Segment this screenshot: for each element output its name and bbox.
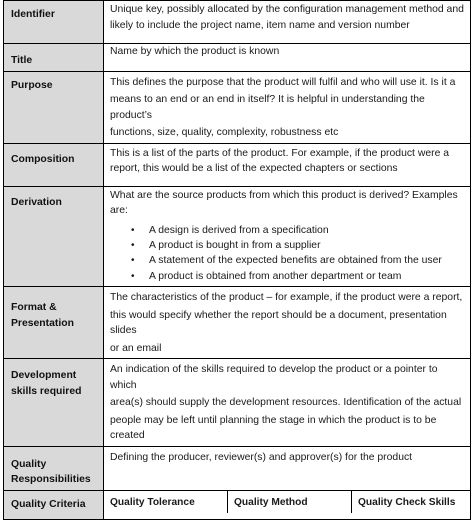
label-quality-responsibilities	[4, 446, 104, 490]
text-line: The characteristics of the product – for example, if the product were a report,	[110, 292, 463, 304]
text-line: This is a list of the parts of the product. For example, if the product were a	[110, 147, 450, 159]
row-development-skills	[4, 359, 471, 447]
list-item-text: A product is obtained from another department or team	[149, 270, 402, 282]
list-item	[131, 223, 466, 238]
column-quality-tolerance: Quality Tolerance	[104, 491, 228, 513]
product-description-document	[3, 0, 471, 520]
list-item-text: A statement of the expected benefits are obtained from the user	[149, 255, 442, 267]
value-format-presentation	[104, 287, 471, 359]
value-quality-responsibilities	[104, 446, 471, 490]
label-line: Responsibilities	[11, 474, 91, 486]
text-line: This defines the purpose that the product will fulfil and who will use it. Is it a	[110, 76, 456, 88]
value-derivation	[104, 186, 471, 287]
label-line: skills required	[11, 385, 82, 397]
text-line: means to an end or an end in itself? It is helpful in understanding the product’s	[110, 94, 425, 121]
label-line: Presentation	[11, 317, 74, 329]
criteria-columns	[104, 490, 471, 519]
list-item-text: A product is bought in from a supplier	[149, 239, 321, 251]
row-composition	[4, 143, 471, 186]
text-line: Defining the producer, reviewer(s) and approver(s) for the product	[110, 451, 413, 463]
derivation-bullet-list	[110, 223, 466, 285]
bullet-glyph: •	[131, 224, 135, 236]
row-title	[4, 44, 471, 72]
value-purpose	[104, 71, 471, 143]
text-line: area(s) should supply the development resources. Identification of the actual	[110, 397, 462, 409]
label-identifier: Identifier	[4, 1, 104, 44]
column-quality-method: Quality Method	[228, 491, 352, 513]
bullet-glyph: •	[131, 270, 135, 282]
text-line: An indication of the skills required to develop the product or a pointer to which	[110, 364, 438, 391]
list-item	[131, 269, 466, 284]
label-format-presentation	[4, 287, 104, 359]
row-quality-criteria	[4, 490, 471, 519]
label-line: Development	[11, 370, 77, 382]
list-item	[131, 253, 466, 268]
label-composition: Composition	[4, 143, 104, 186]
text-line: people may be left until planning the stage in which the product is to be created	[110, 414, 437, 442]
text-line: likely to include the project name, item name and version number	[110, 19, 410, 31]
column-quality-check-skills: Quality Check Skills	[358, 496, 456, 508]
bullet-glyph: •	[131, 239, 135, 251]
text-line: What are the source products from which this product is derived? Examples are:	[110, 189, 458, 216]
text-line: functions, size, quality, complexity, robustness etc	[110, 127, 339, 138]
text-line: report, this would be a list of the expected chapters or sections	[110, 163, 398, 174]
label-development-skills	[4, 359, 104, 447]
row-purpose	[4, 71, 471, 143]
row-identifier	[4, 1, 471, 44]
label-quality-criteria: Quality Criteria	[4, 490, 104, 519]
label-derivation: Derivation	[4, 186, 104, 287]
text-line: Name by which the product is known	[110, 46, 280, 57]
value-composition	[104, 143, 471, 186]
product-description-table	[3, 0, 471, 520]
row-derivation	[4, 186, 471, 287]
label-line: Quality	[11, 458, 47, 470]
label-purpose: Purpose	[4, 71, 104, 143]
row-format-presentation	[4, 287, 471, 359]
label-title: Title	[4, 44, 104, 72]
text-line: Unique key, possibly allocated by the configuration management method and	[110, 4, 464, 15]
bullet-glyph: •	[131, 255, 135, 267]
text-line: this would specify whether the report should be a document, presentation slides	[110, 309, 447, 337]
criteria-subgrid	[104, 491, 470, 519]
value-development-skills	[104, 359, 471, 447]
row-quality-responsibilities	[4, 446, 471, 490]
value-identifier	[104, 1, 471, 44]
text-line: or an email	[110, 342, 162, 354]
list-item-text: A design is derived from a specification	[149, 224, 329, 236]
value-title	[104, 44, 471, 72]
label-line: Format &	[11, 302, 57, 314]
list-item	[131, 238, 466, 253]
